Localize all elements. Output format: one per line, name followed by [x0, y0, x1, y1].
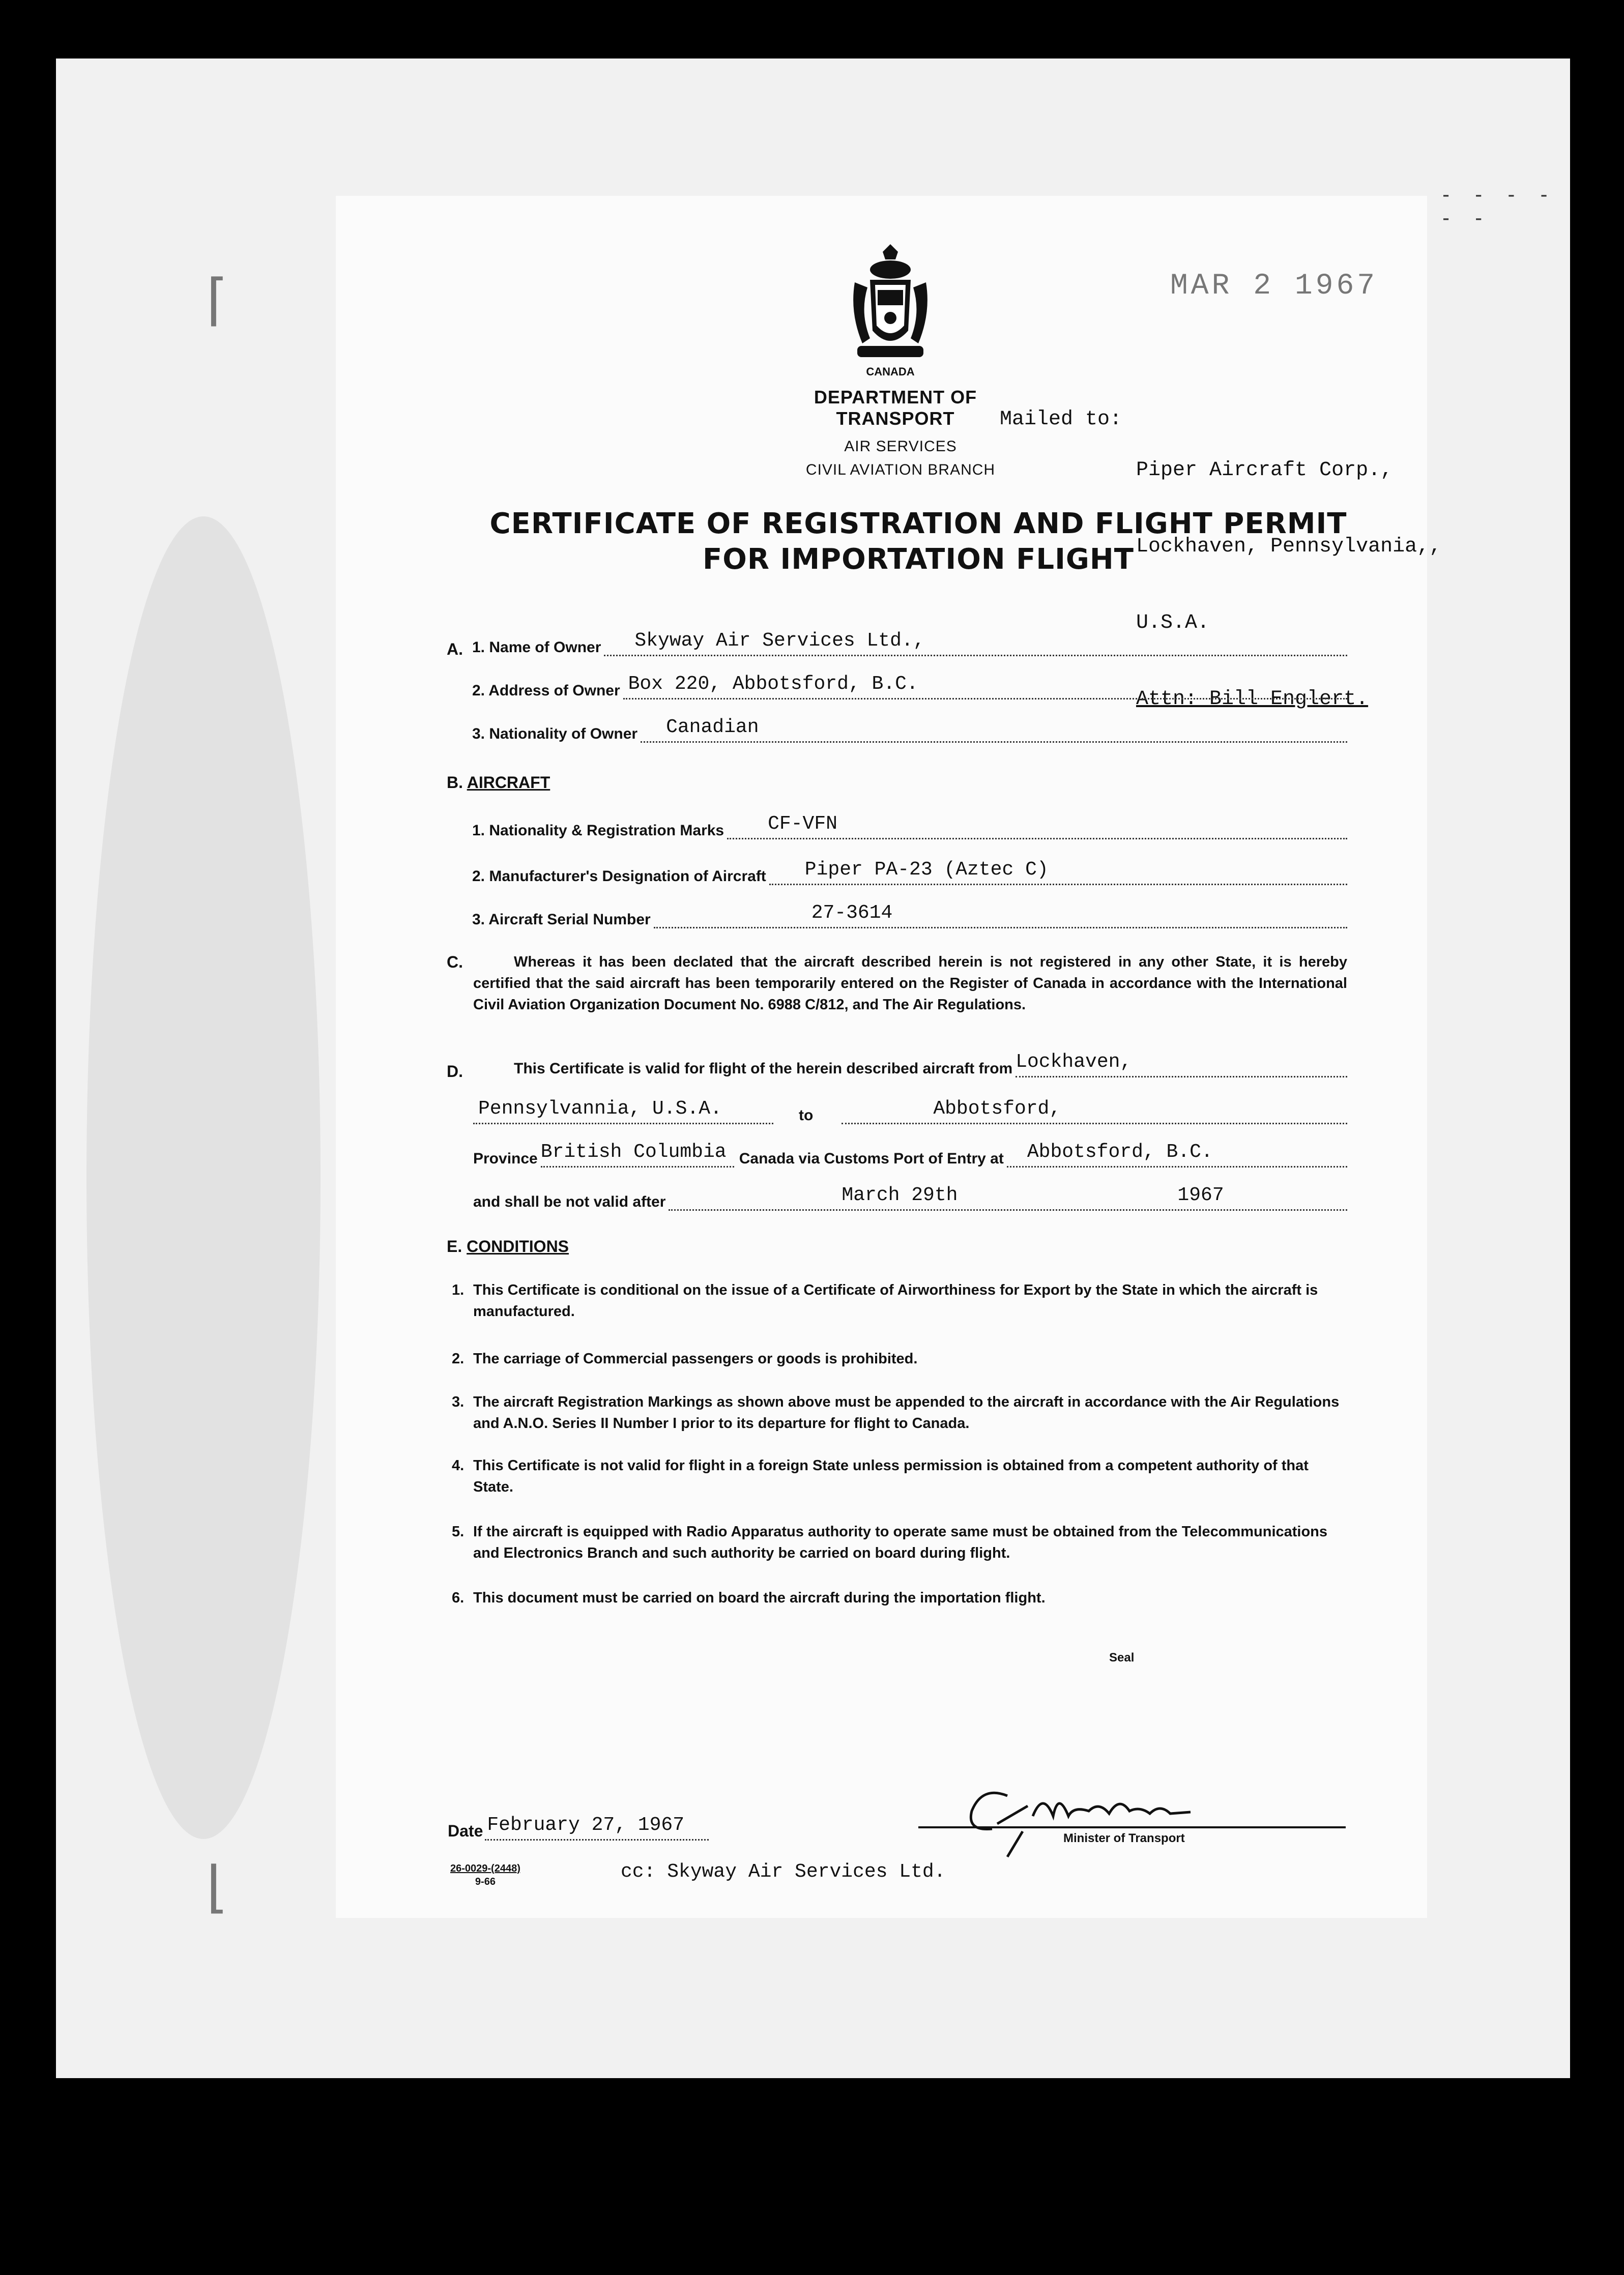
minister-signature — [906, 1775, 1353, 1867]
expiry-row — [473, 1185, 1347, 1211]
customs-label: Canada via Customs Port of Entry at — [739, 1150, 1004, 1167]
owner-nationality-value: Canadian — [666, 716, 759, 738]
owner-nationality-label: 3. Nationality of Owner — [472, 725, 638, 742]
section-d-letter: D. — [447, 1062, 463, 1081]
form-number-code: 26-0029-(2448) — [450, 1863, 520, 1874]
scan-smudge — [86, 516, 321, 1839]
customs-port-value: Abbotsford, B.C. — [1027, 1141, 1213, 1163]
issue-date-value: February 27, 1967 — [487, 1814, 685, 1836]
minister-title: Minister of Transport — [1063, 1831, 1185, 1845]
condition-text: The aircraft Registration Markings as shown above must be appended to the aircraft in accordance with the Air Regulations and A.N.O. Series II Number I prior to its departure for flight to Canada. — [473, 1394, 1340, 1432]
dashed-edge: - - - - - - — [1440, 183, 1554, 230]
valid-from-row — [514, 1052, 1347, 1077]
owner-address-row — [472, 674, 1347, 699]
condition-item — [452, 1455, 1346, 1498]
expiry-year-value: 1967 — [1177, 1184, 1224, 1206]
branch-line-2: CIVIL AVIATION BRANCH — [805, 461, 996, 478]
from-location-2: Pennsylvannia, U.S.A. — [478, 1098, 722, 1120]
condition-item — [452, 1348, 1346, 1369]
owner-name-value: Skyway Air Services Ltd., — [634, 630, 925, 652]
mailing-line-1: Piper Aircraft Corp., — [1136, 459, 1393, 482]
section-e-heading — [447, 1237, 569, 1256]
serial-row — [472, 903, 1347, 928]
crest-label: CANADA — [866, 365, 915, 378]
corner-mark-bottom: ⌊ — [198, 1854, 233, 1919]
owner-nationality-row — [472, 717, 1347, 743]
reg-marks-label: 1. Nationality & Registration Marks — [472, 822, 724, 839]
condition-number: 3. — [452, 1394, 465, 1410]
mailed-to-label: Mailed to: — [1000, 408, 1122, 431]
reg-marks-value: CF-VFN — [768, 813, 837, 835]
owner-name-label: 1. Name of Owner — [472, 639, 601, 656]
designation-row — [472, 860, 1347, 885]
to-location: Abbotsford, — [933, 1098, 1061, 1120]
section-e-letter: E. — [447, 1237, 462, 1256]
reg-marks-row — [472, 814, 1347, 839]
mailing-line-2: Lockhaven, Pennsylvania,, — [1136, 535, 1442, 558]
route-row — [473, 1099, 1347, 1124]
section-e-title: CONDITIONS — [467, 1237, 569, 1256]
from-location-1: Lockhaven, — [1016, 1051, 1132, 1073]
designation-value: Piper PA-23 (Aztec C) — [804, 859, 1049, 881]
title-line-1: CERTIFICATE OF REGISTRATION AND FLIGHT PERMIT — [489, 507, 1347, 540]
province-row — [473, 1142, 1347, 1168]
designation-label: 2. Manufacturer's Designation of Aircraft — [472, 868, 766, 885]
seal-label: Seal — [1109, 1651, 1135, 1665]
serial-value: 27-3614 — [811, 902, 893, 924]
certificate-title — [448, 506, 1389, 577]
section-b-letter: B. — [447, 773, 463, 792]
condition-number: 4. — [452, 1457, 465, 1474]
province-value: British Columbia — [540, 1141, 727, 1163]
condition-item — [452, 1391, 1346, 1434]
section-b-heading — [447, 773, 550, 792]
department-name: DEPARTMENT OF TRANSPORT — [814, 387, 977, 429]
condition-number: 6. — [452, 1590, 465, 1606]
condition-text: This Certificate is conditional on the issue of a Certificate of Airworthiness for Export by the State in which the aircraft is manufactured. — [473, 1282, 1318, 1320]
owner-address-value: Box 220, Abbotsford, B.C. — [628, 673, 918, 695]
section-c-letter: C. — [447, 953, 463, 971]
province-label: Province — [473, 1150, 538, 1167]
condition-item — [452, 1521, 1346, 1564]
serial-label: 3. Aircraft Serial Number — [472, 911, 651, 928]
condition-number: 2. — [452, 1351, 465, 1367]
title-line-2: FOR IMPORTATION FLIGHT — [703, 543, 1134, 576]
coat-of-arms-canada-icon — [847, 242, 934, 374]
carbon-copy-line: cc: Skyway Air Services Ltd. — [621, 1861, 946, 1883]
branch-line-1: AIR SERVICES — [844, 438, 957, 455]
branch-name — [794, 435, 1007, 482]
expiry-date-value: March 29th — [842, 1184, 958, 1206]
condition-item — [452, 1279, 1346, 1322]
condition-text: This document must be carried on board the aircraft during the importation flight. — [473, 1590, 1046, 1606]
condition-text: This Certificate is not valid for flight in a foreign State unless permission is obtained from a competent authority of that State. — [473, 1457, 1309, 1495]
section-a-letter: A. — [447, 640, 463, 658]
to-label: to — [799, 1107, 814, 1124]
condition-number: 5. — [452, 1524, 465, 1540]
form-number-rev: 9-66 — [475, 1876, 496, 1887]
issue-date-label: Date — [448, 1822, 483, 1840]
corner-mark-top: ⌈ — [198, 267, 233, 332]
mailing-attn: Attn: Bill Englert. — [1136, 688, 1369, 711]
section-b-title: AIRCRAFT — [467, 773, 550, 792]
owner-address-label: 2. Address of Owner — [472, 682, 620, 699]
condition-text: If the aircraft is equipped with Radio Apparatus authority to operate same must be obtained from the Telecommunications and Electronics Branch and such authority be carried on board during flight. — [473, 1524, 1328, 1561]
section-c-text: Whereas it has been declated that the aircraft described herein is not registered in any other State, it is hereby certified that the said aircraft has been temporarily entered on the Register of Canada in accordance with the International Civil Aviation Organization Document No. 6988 C/812, and The Air Regulations. — [473, 954, 1347, 1013]
condition-number: 1. — [452, 1282, 465, 1298]
form-number — [450, 1862, 520, 1888]
condition-text: The carriage of Commercial passengers or goods is prohibited. — [473, 1351, 918, 1367]
mailing-line-3: U.S.A. — [1136, 611, 1210, 634]
expiry-label: and shall be not valid after — [473, 1193, 666, 1210]
issue-date-row — [448, 1814, 709, 1841]
condition-item — [452, 1587, 1346, 1609]
received-date-stamp: MAR 2 1967 — [1170, 270, 1378, 303]
valid-from-label: This Certificate is valid for flight of the herein described aircraft from — [514, 1060, 1013, 1077]
owner-name-row — [472, 631, 1347, 656]
